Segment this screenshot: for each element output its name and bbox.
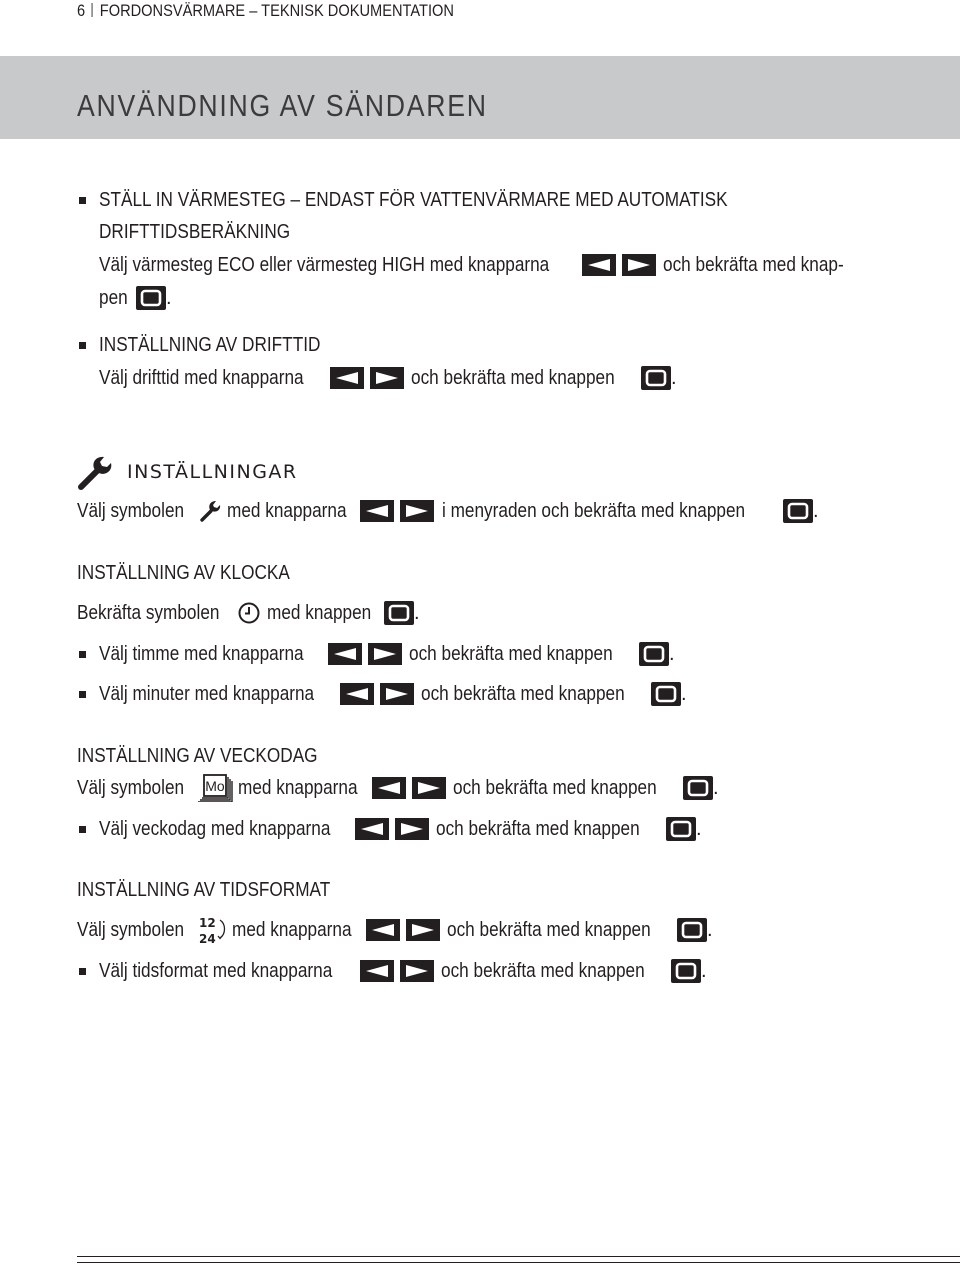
ok-button-icon (677, 918, 707, 942)
right-arrow-button-icon (368, 643, 402, 665)
calendar-icon-label: Mo (205, 778, 225, 794)
running-title: FORDONSVÄRMARE – TEKNISK DOKUMENTATION (99, 1, 454, 20)
running-header (77, 0, 515, 22)
ok-button-icon (683, 776, 713, 800)
right-arrow-button-icon (370, 367, 404, 389)
bullet (79, 826, 86, 833)
left-arrow-button-icon (340, 683, 374, 705)
right-arrow-button-icon (380, 683, 414, 705)
time-format-icon (198, 915, 228, 945)
weekday-select: Välj symbolen Mo med knapparna och bekräfta med knappen . (77, 774, 719, 802)
right-arrow-button-icon (395, 818, 429, 840)
section-title: ANVÄNDNING AV SÄNDAREN (77, 88, 488, 123)
heat-level-instruction-cont: pen . (99, 287, 172, 309)
right-arrow-button-icon (406, 919, 440, 941)
ok-button-icon (651, 682, 681, 706)
operating-time-title: INSTÄLLNING AV DRIFTTID (99, 334, 321, 356)
left-arrow-button-icon (328, 643, 362, 665)
bullet (79, 691, 86, 698)
left-arrow-button-icon (372, 777, 406, 799)
right-arrow-button-icon (412, 777, 446, 799)
footer-rule-top (77, 1256, 960, 1257)
header-separator (92, 3, 93, 17)
wrench-icon (199, 499, 221, 523)
left-arrow-button-icon (366, 919, 400, 941)
time-format-format: Välj tidsformat med knapparna och bekräfta med knappen . (99, 960, 707, 982)
heat-level-title-line1: STÄLL IN VÄRMESTEG – ENDAST FÖR VATTENVÄRMARE MED AUTOMATISK (99, 189, 728, 211)
left-arrow-button-icon (355, 818, 389, 840)
clock-hour: Välj timme med knapparna och bekräfta med knappen . (99, 643, 675, 665)
footer-rule-bottom (77, 1262, 960, 1263)
right-arrow-button-icon (400, 500, 434, 522)
time-format-icon-bottom: 24 (199, 932, 216, 945)
clock-icon (237, 601, 261, 625)
heat-level-instruction: Välj värmesteg ECO eller värmesteg HIGH med knapparna och bekräfta med knap- (99, 254, 844, 276)
time-format-select: Välj symbolen 12 24 med knapparna och bekräfta med knappen . (77, 916, 713, 945)
ok-button-icon (136, 286, 166, 310)
ok-button-icon (783, 499, 813, 523)
page-number: 6 (77, 1, 86, 20)
time-format-icon-top: 12 (199, 916, 216, 930)
weekday-day: Välj veckodag med knapparna och bekräfta med knappen . (99, 818, 702, 840)
clock-confirm: Bekräfta symbolen med knappen . (77, 602, 420, 624)
ok-button-icon (671, 959, 701, 983)
right-arrow-button-icon (400, 960, 434, 982)
wrench-icon (77, 454, 115, 490)
settings-heading: INSTÄLLNINGAR (77, 454, 298, 490)
time-format-title: INSTÄLLNING AV TIDSFORMAT (77, 879, 331, 901)
clock-minute: Välj minuter med knapparna och bekräfta med knappen . (99, 683, 687, 705)
ok-button-icon (384, 601, 414, 625)
left-arrow-button-icon (330, 367, 364, 389)
ok-button-icon (641, 366, 671, 390)
operating-time-instruction: Välj drifttid med knapparna och bekräfta med knappen . (99, 367, 677, 389)
ok-button-icon (666, 817, 696, 841)
ok-button-icon (639, 642, 669, 666)
bullet (79, 342, 86, 349)
heat-level-title-line2: DRIFTTIDSBERÄKNING (99, 221, 291, 243)
left-arrow-button-icon (360, 960, 394, 982)
bullet (79, 651, 86, 658)
bullet (79, 197, 86, 204)
left-arrow-button-icon (582, 254, 616, 276)
calendar-icon (198, 774, 234, 802)
right-arrow-button-icon (622, 254, 656, 276)
settings-instruction: Välj symbolen med knapparna i menyraden och bekräfta med knappen . (77, 500, 819, 522)
section-banner (0, 56, 960, 139)
weekday-title: INSTÄLLNING AV VECKODAG (77, 745, 318, 767)
left-arrow-button-icon (360, 500, 394, 522)
bullet (79, 968, 86, 975)
clock-title: INSTÄLLNING AV KLOCKA (77, 562, 290, 584)
